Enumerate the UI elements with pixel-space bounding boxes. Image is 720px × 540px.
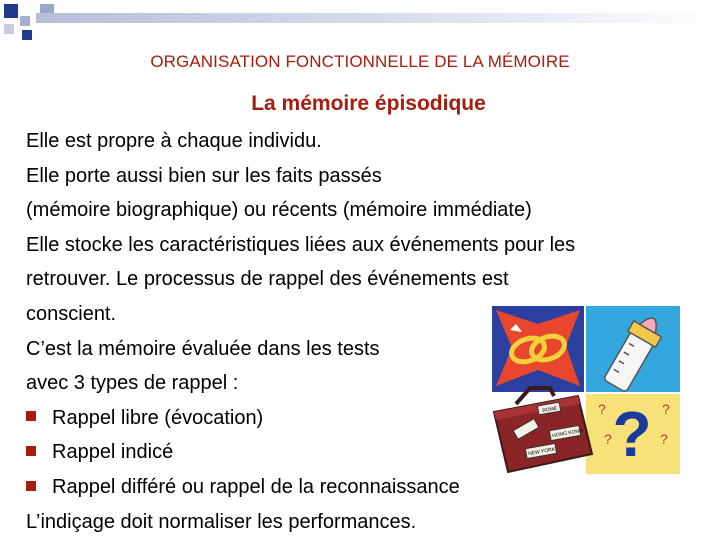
suitcase-icon [494,388,592,472]
luggage-tag-rome: ROME [541,405,558,415]
baby-bottle-icon [586,306,680,394]
body-line: conscient. [26,302,117,325]
bullet-square-icon [26,446,36,456]
body-line: retrouver. Le processus de rappel des événements est [26,268,509,291]
wedding-rings-icon [492,306,584,392]
header-band [36,10,720,20]
luggage-tag-newyork: NEW YORK [527,446,556,458]
question-mark-icon [586,394,680,474]
svg-text:?: ? [660,431,668,447]
body-line: L’indiçage doit normaliser les performances. [26,510,417,533]
bullet-text: Rappel différé ou rappel de la reconnaissance [52,475,460,498]
corner-square [20,16,30,26]
memory-clipart [486,296,686,482]
body-line: Elle est propre à chaque individu. [26,130,322,152]
svg-text:?: ? [612,398,652,470]
corner-square [4,24,14,34]
slide-title: ORGANISATION FONCTIONNELLE DE LA MÉMOIRE [150,52,570,71]
body-line: C’est la mémoire évaluée dans les tests [26,337,380,360]
svg-text:?: ? [662,401,670,417]
bullet-square-icon [26,481,36,491]
body-line: (mémoire biographique) ou récents (mémoire immédiate) [26,199,532,222]
body-line: Elle stocke les caractéristiques liées aux événements pour les [26,233,576,256]
body-line: Elle porte aussi bien sur les faits passés [26,164,382,187]
luggage-tag-hongkong: HONG KONG [551,427,584,440]
bullet-text: Rappel indicé [52,441,174,464]
corner-decoration [0,0,60,46]
svg-text:?: ? [598,401,606,417]
corner-square [4,4,18,18]
corner-square [22,30,32,40]
svg-text:?: ? [604,431,612,447]
slide-subtitle: La mémoire épisodique [251,92,486,115]
body-line: avec 3 types de rappel : [26,372,239,395]
bullet-square-icon [26,411,36,421]
bullet-text: Rappel libre (évocation) [52,406,264,429]
